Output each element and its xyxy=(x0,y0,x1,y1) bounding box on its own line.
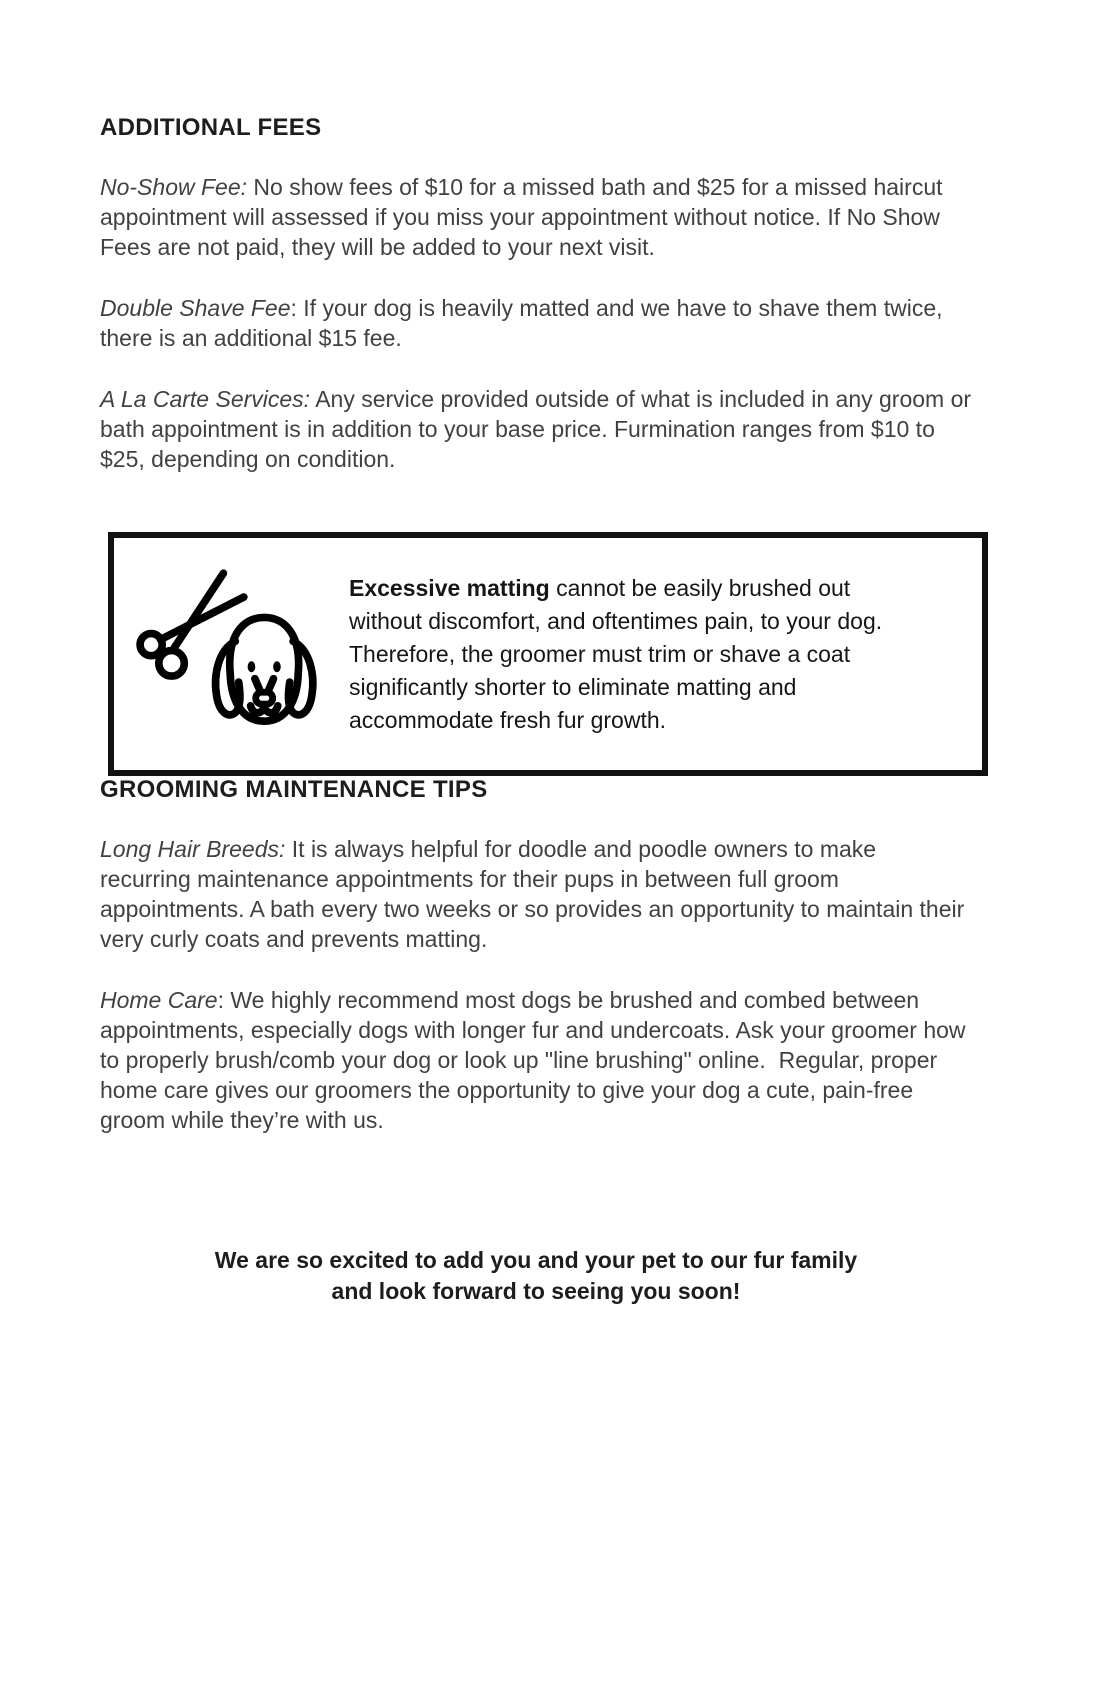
matting-callout-lead: Excessive matting xyxy=(349,574,550,601)
additional-fees-heading: ADDITIONAL FEES xyxy=(100,114,322,141)
scissors-dog-icon xyxy=(124,568,349,740)
a-la-carte-lead: A La Carte Services: xyxy=(100,386,311,412)
matting-callout-text: cannot be easily brushed out without discomfort, and oftentimes pain, to your dog. Therefore, the groomer must trim or shave a coat significantly shorter to eliminate matting and accommodate fresh fur growth. xyxy=(349,574,889,733)
document-content xyxy=(100,114,978,1307)
no-show-fee-text: No show fees of $10 for a missed bath and $25 for a missed haircut appointment will assessed if you miss your appointment without notice. If No Show Fees are not paid, they will be added to your next visit. xyxy=(100,174,949,260)
closing-message-line-2: and look forward to seeing you soon! xyxy=(331,1278,741,1304)
grooming-maintenance-tips-heading: GROOMING MAINTENANCE TIPS xyxy=(100,776,488,803)
a-la-carte-paragraph xyxy=(100,384,978,474)
long-hair-breeds-lead: Long Hair Breeds: xyxy=(100,836,286,862)
home-care-paragraph xyxy=(100,985,972,1135)
double-shave-fee-text: : If your dog is heavily matted and we have to shave them twice, there is an additional $15 fee. xyxy=(100,295,949,351)
matting-callout-box xyxy=(108,532,988,776)
long-hair-breeds-paragraph xyxy=(100,834,972,954)
matting-callout-paragraph xyxy=(349,572,912,737)
home-care-lead: Home Care xyxy=(100,987,218,1013)
long-hair-breeds-text: It is always helpful for doodle and poodle owners to make recurring maintenance appointments for their pups in between full groom appointments. A bath every two weeks or so provides an opportunity to maintain their very curly coats and prevents matting. xyxy=(100,836,971,952)
double-shave-fee-lead: Double Shave Fee xyxy=(100,295,291,321)
double-shave-fee-paragraph xyxy=(100,293,972,353)
home-care-text: : We highly recommend most dogs be brushed and combed between appointments, especially dogs with longer fur and undercoats. Ask your groomer how to properly brush/comb your dog or look up "line brushing" online. Regular, proper home care gives our groomers the opportunity to give your dog a cute, pain-free groom while they’re with us. xyxy=(100,987,972,1133)
no-show-fee-paragraph xyxy=(100,172,972,262)
closing-message xyxy=(100,1245,972,1307)
a-la-carte-text: Any service provided outside of what is included in any groom or bath appointment is in addition to your base price. Furmination ranges from $10 to $25, depending on condition. xyxy=(100,386,978,472)
no-show-fee-lead: No-Show Fee: xyxy=(100,174,248,200)
closing-message-line-1: We are so excited to add you and your pet to our fur family xyxy=(214,1247,858,1273)
